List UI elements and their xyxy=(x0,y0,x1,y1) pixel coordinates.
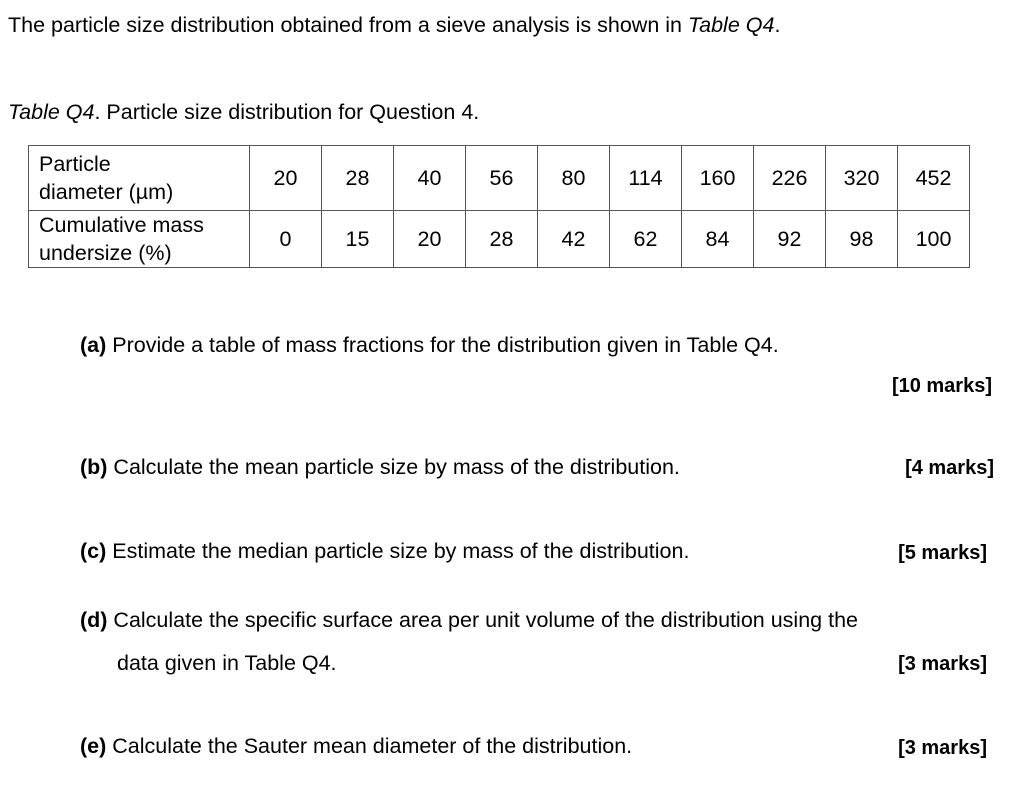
question-a-marks: [10 marks] xyxy=(891,375,992,397)
diameter-header-line2: diameter (µm) xyxy=(39,180,174,204)
diameter-cell: 320 xyxy=(826,146,898,211)
question-e-label: (e) xyxy=(80,734,107,758)
cumulative-cell: 20 xyxy=(394,211,466,268)
question-d-text: Calculate the specific surface area per unit volume of the distribution using the xyxy=(107,608,858,632)
question-e-text: Calculate the Sauter mean diameter of the distribution. xyxy=(106,734,633,758)
question-b-text: Calculate the mean particle size by mass of the distribution. xyxy=(107,455,680,479)
cumulative-cell: 100 xyxy=(898,211,970,268)
intro-paragraph xyxy=(8,12,780,38)
cumulative-cell: 92 xyxy=(754,211,826,268)
diameter-cell: 20 xyxy=(250,146,322,211)
diameter-cell: 56 xyxy=(466,146,538,211)
question-d-continuation: data given in Table Q4. xyxy=(117,651,337,675)
caption-label: Table Q4 xyxy=(8,100,95,124)
diameter-header xyxy=(29,146,250,211)
question-a xyxy=(80,332,779,358)
table-caption xyxy=(8,99,479,125)
cumulative-cell: 15 xyxy=(322,211,394,268)
question-a-label: (a) xyxy=(80,333,107,357)
particle-size-table xyxy=(28,145,970,268)
diameter-cell: 80 xyxy=(538,146,610,211)
intro-end: . xyxy=(774,13,781,37)
question-e xyxy=(80,733,632,759)
cumulative-row xyxy=(29,211,970,268)
diameter-cell: 226 xyxy=(754,146,826,211)
question-c-label: (c) xyxy=(80,539,107,563)
question-e-marks: [3 marks] xyxy=(898,737,987,759)
intro-table-ref: Table Q4 xyxy=(687,13,775,37)
cumulative-cell: 28 xyxy=(466,211,538,268)
cumulative-header-line2: undersize (%) xyxy=(39,241,172,265)
cumulative-cell: 98 xyxy=(826,211,898,268)
diameter-cell: 452 xyxy=(898,146,970,211)
cumulative-header xyxy=(29,211,250,268)
question-b-label: (b) xyxy=(80,455,108,479)
question-c-marks: [5 marks] xyxy=(898,542,987,564)
question-b xyxy=(80,454,680,480)
caption-text: . Particle size distribution for Question 4. xyxy=(94,100,480,124)
cumulative-header-line1: Cumulative mass xyxy=(39,213,204,237)
diameter-cell: 114 xyxy=(610,146,682,211)
question-b-marks: [4 marks] xyxy=(905,457,994,479)
question-a-text: Provide a table of mass fractions for the distribution given in Table Q4. xyxy=(106,333,779,357)
question-d xyxy=(80,607,858,633)
cumulative-cell: 84 xyxy=(682,211,754,268)
diameter-row xyxy=(29,146,970,211)
diameter-cell: 28 xyxy=(322,146,394,211)
cumulative-cell: 62 xyxy=(610,211,682,268)
question-c xyxy=(80,538,689,564)
question-d-marks: [3 marks] xyxy=(898,653,987,675)
diameter-cell: 160 xyxy=(682,146,754,211)
cumulative-cell: 0 xyxy=(250,211,322,268)
question-d-label: (d) xyxy=(80,608,108,632)
diameter-header-line1: Particle xyxy=(39,152,111,176)
question-c-text: Estimate the median particle size by mass of the distribution. xyxy=(106,539,690,563)
diameter-cell: 40 xyxy=(394,146,466,211)
intro-text: The particle size distribution obtained from a sieve analysis is shown in xyxy=(8,13,688,37)
cumulative-cell: 42 xyxy=(538,211,610,268)
